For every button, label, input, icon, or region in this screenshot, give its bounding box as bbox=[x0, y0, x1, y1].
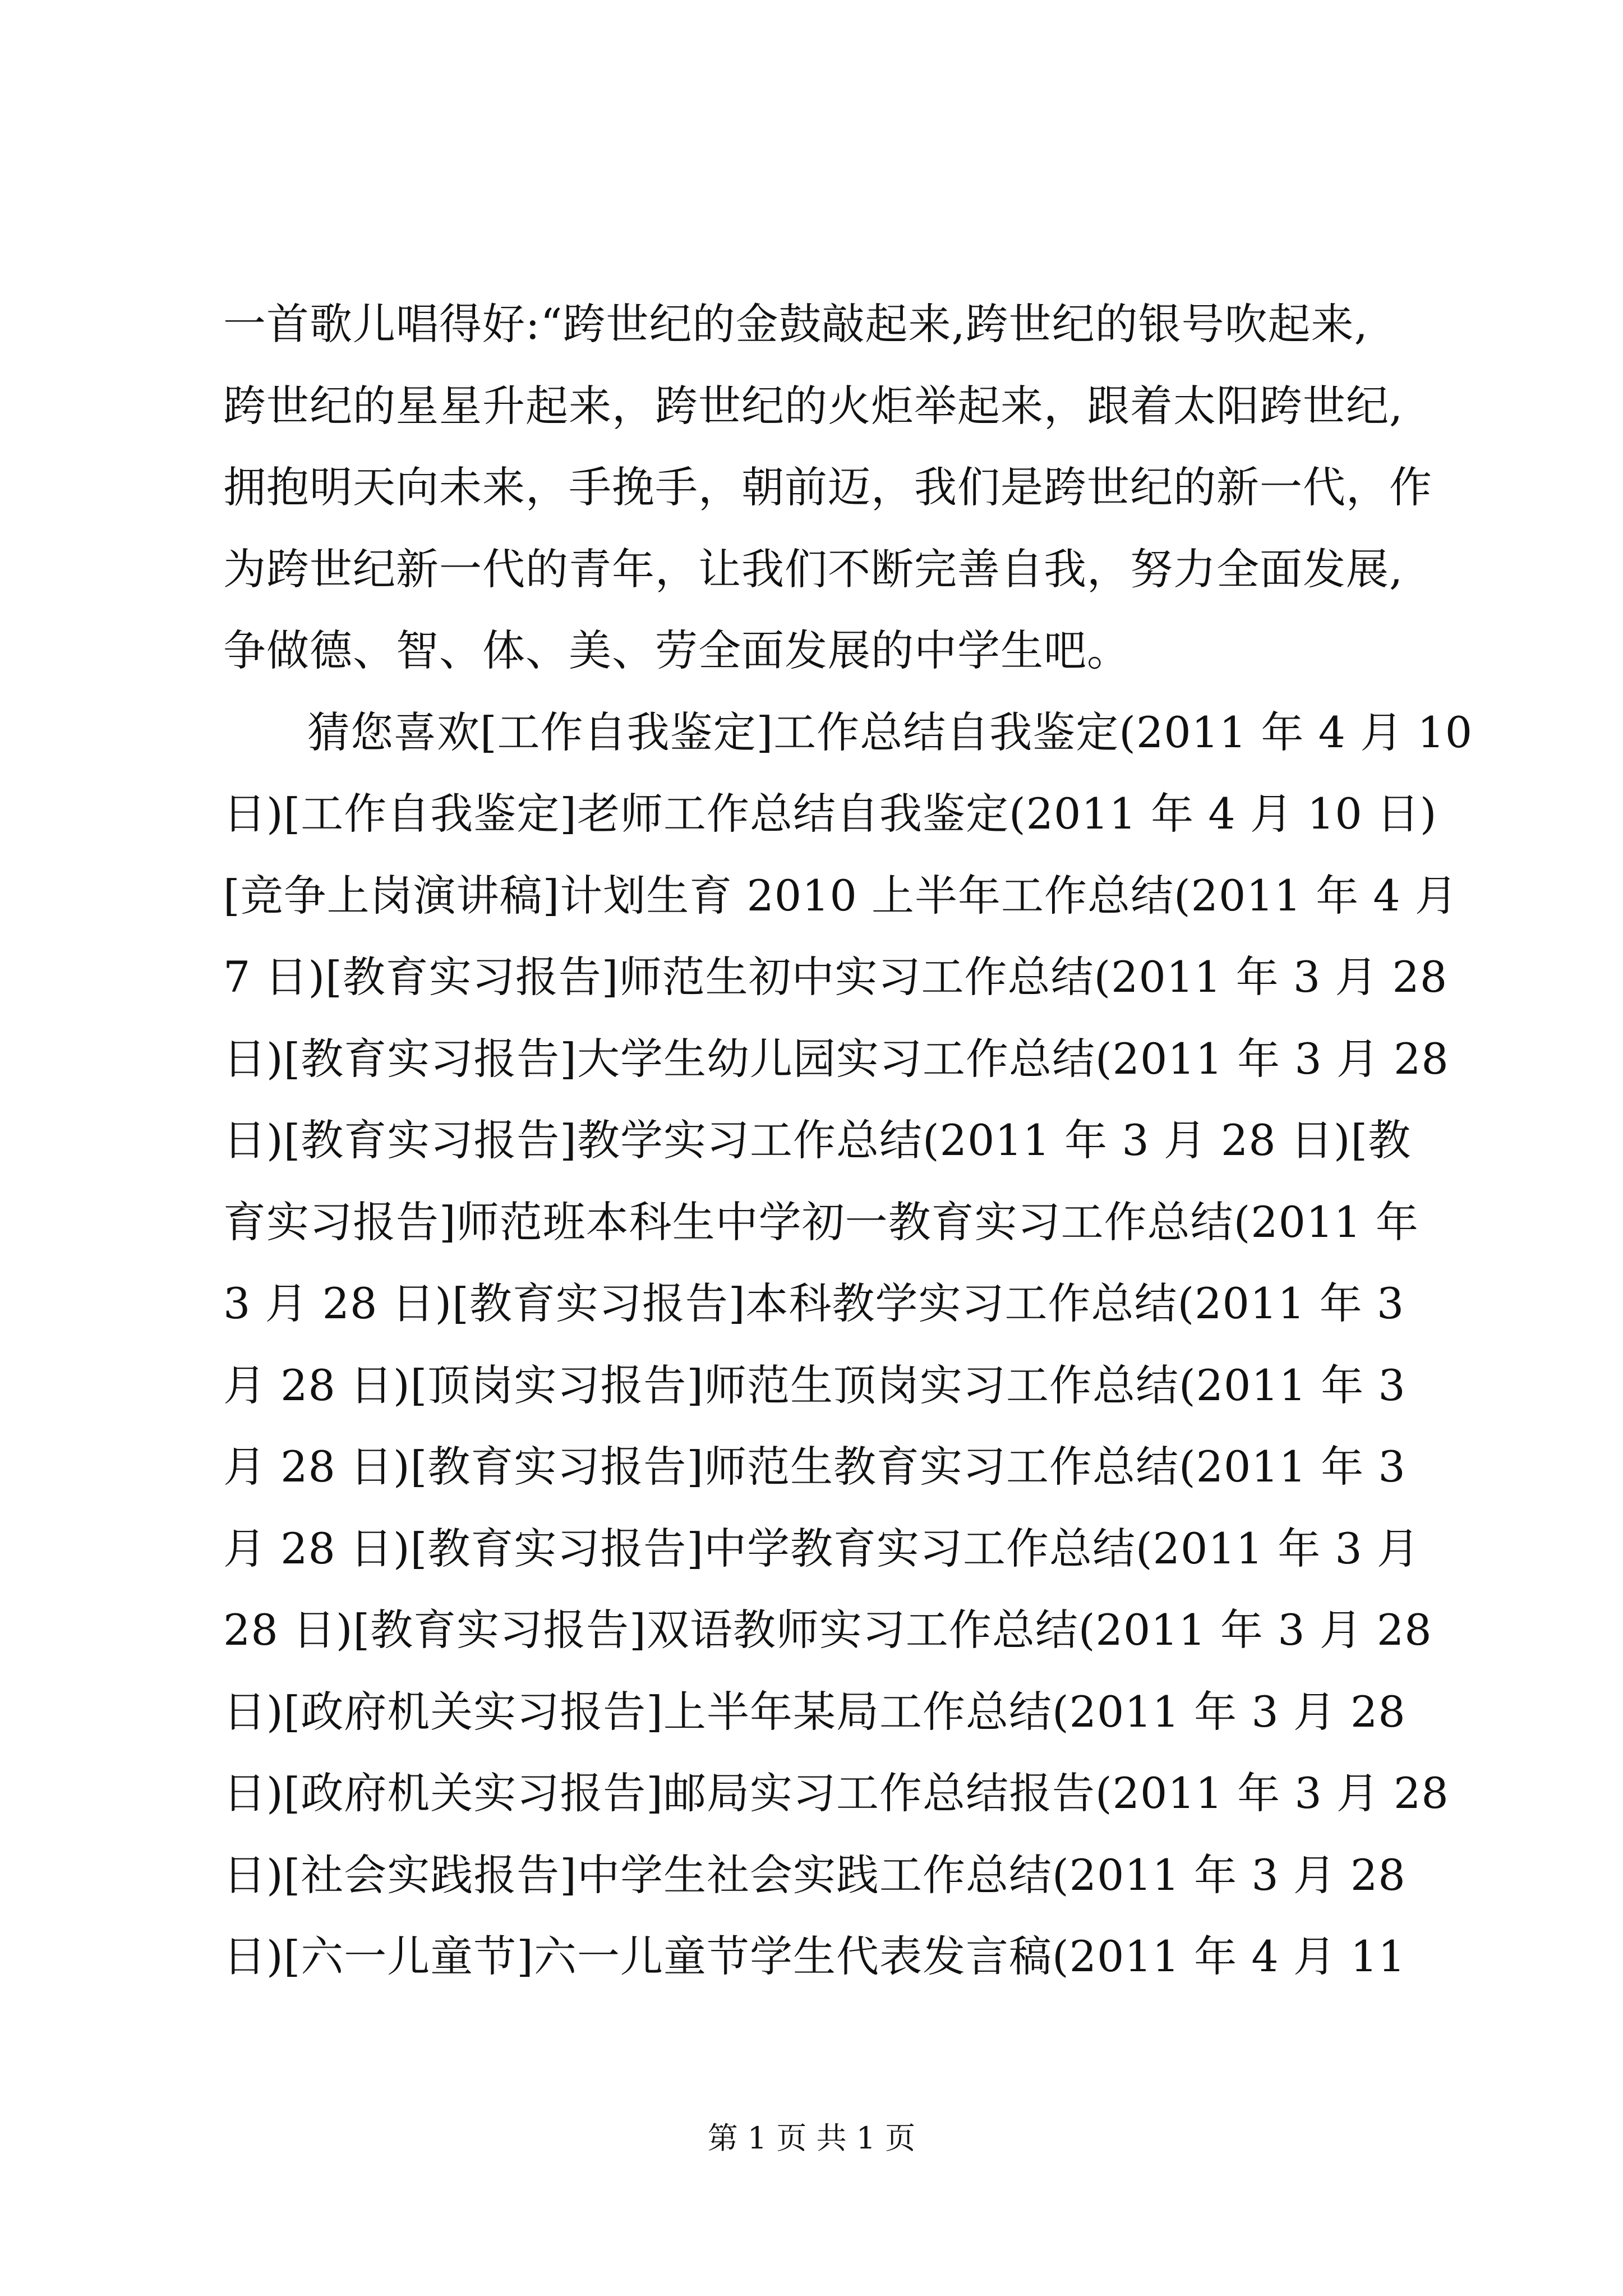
paragraph-2-line: 日)[社会实践报告]中学生社会实践工作总结(2011 年 3 月 28 bbox=[223, 1849, 1406, 1900]
paragraph-2-line: 日)[工作自我鉴定]老师工作总结自我鉴定(2011 年 4 月 10 日) bbox=[223, 789, 1437, 839]
paragraph-2-line: 日)[六一儿童节]六一儿童节学生代表发言稿(2011 年 4 月 11 bbox=[223, 1931, 1406, 1981]
paragraph-2-line: 7 日)[教育实习报告]师范生初中实习工作总结(2011 年 3 月 28 bbox=[223, 952, 1448, 1002]
paragraph-2-line: 月 28 日)[教育实习报告]中学教育实习工作总结(2011 年 3 月 bbox=[223, 1523, 1420, 1573]
paragraph-1-line: 为跨世纪新一代的青年，让我们不断完善自我，努力全面发展, bbox=[223, 544, 1404, 594]
paragraph-1-line: 一首歌儿唱得好:“跨世纪的金鼓敲起来,跨世纪的银号吹起来, bbox=[223, 299, 1368, 349]
paragraph-2-line: 育实习报告]师范班本科生中学初一教育实习工作总结(2011 年 bbox=[223, 1197, 1419, 1247]
paragraph-2-line: 日)[教育实习报告]大学生幼儿园实习工作总结(2011 年 3 月 28 bbox=[223, 1033, 1449, 1084]
paragraph-1-line: 跨世纪的星星升起来，跨世纪的火炬举起来，跟着太阳跨世纪, bbox=[223, 380, 1404, 431]
paragraph-2-line: 猜您喜欢[工作自我鉴定]工作总结自我鉴定(2011 年 4 月 10 bbox=[307, 707, 1473, 757]
paragraph-2-line: 3 月 28 日)[教育实习报告]本科教学实习工作总结(2011 年 3 bbox=[223, 1278, 1405, 1328]
paragraph-1-line: 争做德、智、体、美、劳全面发展的中学生吧。 bbox=[223, 625, 1130, 675]
document-body bbox=[223, 283, 1473, 1998]
paragraph-2-line: 月 28 日)[教育实习报告]师范生教育实习工作总结(2011 年 3 bbox=[223, 1442, 1406, 1492]
paragraph-2-line: [竞争上岗演讲稿]计划生育 2010 上半年工作总结(2011 年 4 月 bbox=[223, 870, 1458, 921]
paragraph-2-line: 日)[政府机关实习报告]邮局实习工作总结报告(2011 年 3 月 28 bbox=[223, 1768, 1449, 1818]
paragraph-2-line: 月 28 日)[顶岗实习报告]师范生顶岗实习工作总结(2011 年 3 bbox=[223, 1360, 1406, 1410]
paragraph-1-line: 拥抱明天向未来，手挽手，朝前迈，我们是跨世纪的新一代，作 bbox=[223, 462, 1432, 512]
page-footer: 第 1 页 共 1 页 bbox=[707, 2120, 916, 2156]
paragraph-2-line: 日)[政府机关实习报告]上半年某局工作总结(2011 年 3 月 28 bbox=[223, 1686, 1406, 1737]
paragraph-2-line: 28 日)[教育实习报告]双语教师实习工作总结(2011 年 3 月 28 bbox=[223, 1605, 1432, 1655]
paragraph-2-line: 日)[教育实习报告]教学实习工作总结(2011 年 3 月 28 日)[教 bbox=[223, 1115, 1412, 1165]
